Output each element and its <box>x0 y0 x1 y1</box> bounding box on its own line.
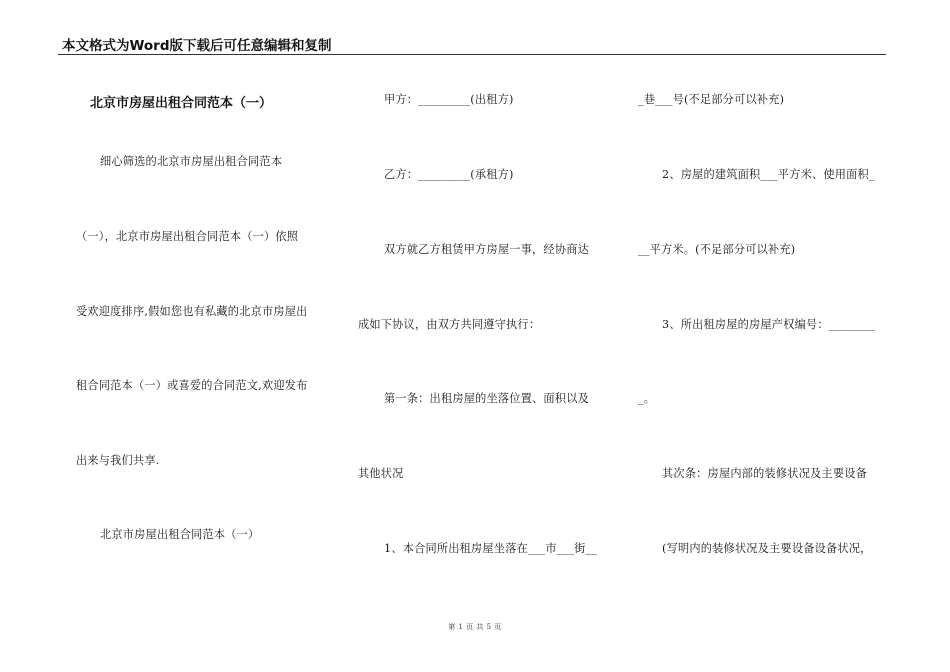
text-line: 成如下协议，由双方共同遵守执行： <box>358 318 541 331</box>
text-line: 其他状况 <box>358 467 404 480</box>
text-line: 租合同范本（一）或喜爱的合同范文,欢迎发布 <box>76 379 308 392</box>
text-line: _巷___号(不足部分可以补充) <box>638 93 785 106</box>
text-line: 受欢迎度排序,假如您也有私藏的北京市房屋出 <box>76 305 308 318</box>
text-line: （一），北京市房屋出租合同范本（一）依照 <box>76 230 299 243</box>
page-footer: 第 1 页 共 5 页 <box>448 623 502 631</box>
header-title: 本文格式为Word版下载后可任意编辑和复制 <box>62 38 332 54</box>
text-line: _。 <box>638 392 656 405</box>
section-heading: 北京市房屋出租合同范本（一） <box>100 528 260 541</box>
text-line: (写明内的装修状况及主要设备设备状况， <box>662 542 872 555</box>
text-line: 其次条：房屋内部的装修状况及主要设备 <box>662 467 867 480</box>
text-line: 2、房屋的建筑面积___平方米、使用面积_ <box>662 168 875 181</box>
header-divider <box>58 54 886 55</box>
text-line: 双方就乙方租赁甲方房屋一事，经协商达 <box>384 243 589 256</box>
text-line: 细心筛选的北京市房屋出租合同范本 <box>100 155 283 168</box>
document-title: 北京市房屋出租合同范本（一） <box>90 96 273 111</box>
text-line: 甲方：_________(出租方) <box>384 93 514 106</box>
text-line: 出来与我们共享. <box>76 454 160 467</box>
text-line: __平方米。(不足部分可以补充) <box>638 243 796 256</box>
text-line: 1、本合同所出租房屋坐落在___市___街__ <box>384 542 598 555</box>
text-line: 第一条：出租房屋的坐落位置、面积以及 <box>384 392 589 405</box>
text-line: 3、所出租房屋的房屋产权编号：________ <box>662 318 876 331</box>
text-line: 乙方：_________(承租方) <box>384 168 514 181</box>
